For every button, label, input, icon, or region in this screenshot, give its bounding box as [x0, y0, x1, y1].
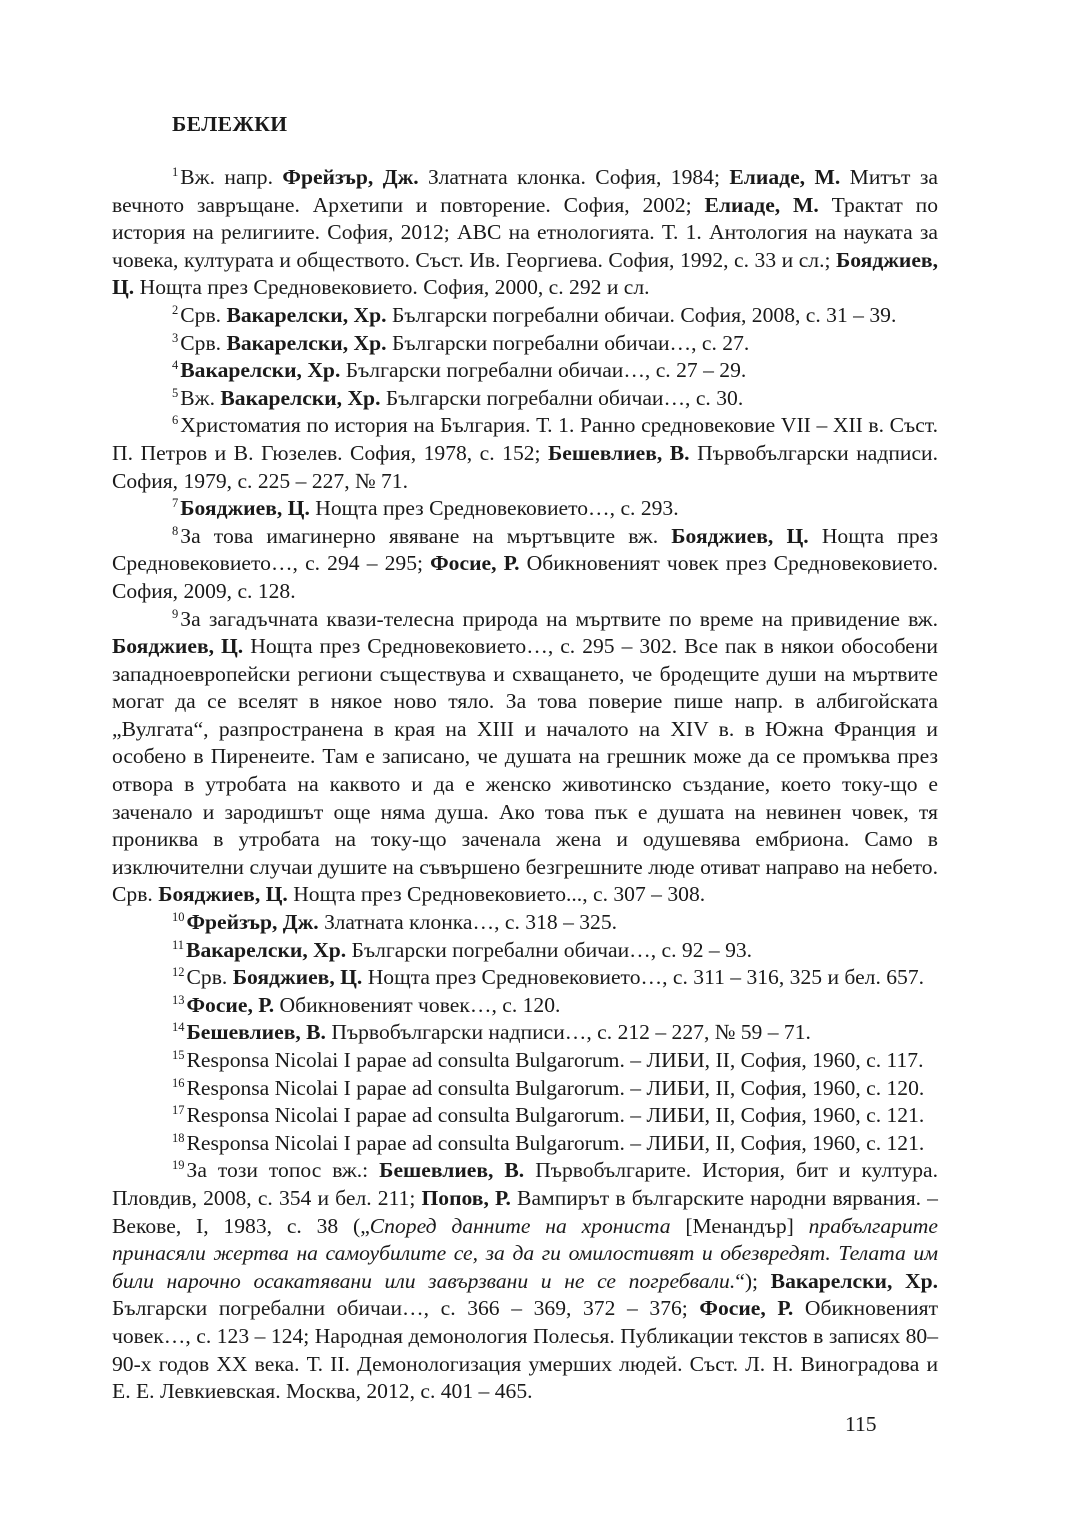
endnote-text: Responsa Nicolai I papae ad consulta Bulgarorum. – ЛИБИ, II, София, 1960, с. 121. [186, 1103, 925, 1128]
author-name: Бояджиев, Ц. [158, 882, 288, 907]
section-heading: БЕЛЕЖКИ [172, 112, 288, 136]
endnote-text: “); [735, 1268, 771, 1293]
endnote-18 [112, 1130, 938, 1158]
author-name: Фосие, Р. [186, 992, 275, 1017]
endnote-number: 15 [172, 1048, 185, 1062]
author-name: Бешевлиев, В. [186, 1020, 326, 1045]
endnotes-list [112, 164, 938, 1406]
endnote-number: 19 [172, 1158, 185, 1173]
endnote-text: Срв. [180, 330, 227, 355]
endnote-number: 14 [172, 1020, 185, 1035]
endnote-1 [112, 164, 938, 302]
author-name: Фрейзър, Дж. [186, 910, 319, 935]
endnote-text: Responsa Nicolai I papae ad consulta Bulgarorum. – ЛИБИ, II, София, 1960, с. 120. [186, 1075, 925, 1100]
author-name: Вакарелски, Хр. [186, 937, 347, 962]
endnote-number: 9 [172, 606, 179, 621]
endnote-text: Митът за вечното завръщане. Архетипи и повторение. София, 2002; [112, 165, 938, 217]
author-name: Вакарелски, Хр. [770, 1268, 938, 1293]
endnote-text: Български погребални обичаи…, с. 366 – 369, 372 – 376; [112, 1296, 700, 1321]
endnote-number: 7 [172, 496, 179, 511]
endnote-text: Български погребални обичаи…, с. 92 – 93. [346, 937, 753, 962]
endnote-text: Нощта през Средновековието. София, 2000, с. 292 и сл. [134, 275, 650, 300]
endnote-text: Срв. [180, 302, 227, 327]
author-name: Бешевлиев, В. [379, 1158, 525, 1183]
endnote-11 [112, 937, 938, 965]
endnote-text: Христоматия по история на България. Т. 1. Ранно средновековие VII – XII в. Съст. П. Петров и В. Гюзелев. София, 1978, с. 152; [112, 413, 938, 465]
author-name: Вакарелски, Хр. [226, 302, 387, 327]
author-name: Бояджиев, Ц. [671, 523, 809, 548]
endnote-number: 1 [172, 165, 179, 179]
endnote-text: Responsa Nicolai I papae ad consulta Bulgarorum. – ЛИБИ, II, София, 1960, с. 121. [186, 1130, 925, 1155]
endnote-text: Responsa Nicolai I papae ad consulta Bulgarorum. – ЛИБИ, II, София, 1960, с. 117. [186, 1048, 924, 1072]
endnote-text: Трактат по история на религиите. София, 2012; ABC на етнологията. Т. 1. Антология на науката за човека, културата и обществото. Съст. Ив. Георгиева. София, 1992, с. 33 и сл.; [112, 192, 938, 272]
endnote-number: 5 [172, 385, 179, 400]
endnote-text: Български погребални обичаи…, с. 27 – 29. [340, 358, 747, 383]
author-name: Фосие, Р. [430, 551, 520, 576]
author-name: Вакарелски, Хр. [180, 358, 341, 383]
endnote-17 [112, 1102, 938, 1130]
endnote-6 [112, 412, 938, 495]
endnote-text: За този топос вж.: [186, 1158, 380, 1183]
endnote-10 [112, 909, 938, 937]
endnote-text: Вж. напр. [180, 165, 283, 189]
endnote-16 [112, 1075, 938, 1103]
endnote-text: Обикновеният човек…, с. 123 – 124; Народная демонология Полесья. Публикации текстов в записях 80–90-х годов XX века. Т. II. Демонологизация умерших людей. Съст. Л. Н. Виноградова и Е. Е. Левкиевская. Москва, 2012, с. 401 – 465. [112, 1296, 939, 1404]
endnote-text: За това имагинерно явяване на мъртъвците вж. [180, 523, 672, 548]
endnote-number: 4 [172, 358, 179, 373]
endnote-text: Първобългарски надписи. София, 1979, с. 225 – 227, № 71. [112, 440, 938, 493]
endnote-text: Български погребални обичаи…, с. 30. [380, 385, 744, 410]
endnote-8 [112, 523, 938, 606]
endnote-text: Нощта през Средновековието…, с. 294 – 295; [112, 523, 939, 576]
document-page [112, 108, 938, 1406]
page-number: 115 [845, 1412, 877, 1436]
endnote-number: 17 [172, 1103, 185, 1118]
endnote-number: 16 [172, 1075, 185, 1090]
endnote-2 [112, 302, 938, 330]
endnote-text: Вж. [180, 385, 221, 410]
endnote-text: Обикновеният човек…, с. 120. [274, 992, 561, 1017]
endnote-9 [112, 606, 938, 910]
endnote-text: Първобългарски надписи…, с. 212 – 227, № 59 – 71. [325, 1020, 811, 1045]
endnote-text: Нощта през Средновековието…, с. 293. [309, 496, 679, 521]
endnote-number: 2 [172, 302, 179, 317]
endnote-number: 3 [172, 330, 179, 345]
endnote-text: Златната клонка. София, 1984; [418, 165, 730, 189]
endnote-text: За загадъчната квази-телесна природа на мъртвите по време на привидение вж. [180, 606, 938, 631]
endnote-text: Вампирът в българските народни вярвания. – Векове, I, 1983, с. 38 („ [112, 1185, 938, 1238]
quoted-text: Според данните на хрониста [369, 1213, 671, 1238]
endnote-19 [112, 1157, 938, 1405]
endnote-text: Златната клонка…, с. 318 – 325. [318, 910, 618, 935]
endnote-number: 12 [172, 965, 185, 980]
endnote-text: Български погребални обичаи. София, 2008, с. 31 – 39. [386, 302, 897, 327]
endnote-number: 18 [172, 1130, 185, 1145]
endnote-number: 11 [172, 937, 185, 952]
endnote-3 [112, 330, 938, 358]
endnote-5 [112, 385, 938, 413]
endnote-text: Български погребални обичаи…, с. 27. [386, 330, 750, 355]
endnote-text: Нощта през Средновековието…, с. 311 – 316, 325 и бел. 657. [362, 965, 925, 990]
author-name: Бояджиев, Ц. [112, 247, 938, 300]
endnote-13 [112, 992, 938, 1020]
author-name: Бешевлиев, В. [548, 440, 690, 465]
author-name: Попов, Р. [421, 1185, 511, 1210]
author-name: Фосие, Р. [699, 1296, 794, 1321]
endnote-7 [112, 495, 938, 523]
author-name: Бояджиев, Ц. [112, 634, 244, 659]
endnote-12 [112, 964, 938, 992]
endnote-15 [112, 1047, 938, 1075]
author-name: Вакарелски, Хр. [220, 385, 381, 410]
endnote-number: 10 [172, 910, 185, 925]
endnote-number: 6 [172, 413, 179, 428]
quoted-text: прабългарите принасяли жертва на самоубилите се, за да ги омилостивят и обезвредят. Телата им били нарочно осакатявани или завързвани и не се погребвали. [112, 1213, 938, 1293]
author-name: Фрейзър, Дж. [282, 165, 419, 189]
author-name: Вакарелски, Хр. [226, 330, 387, 355]
endnote-number: 13 [172, 992, 185, 1007]
author-name: Елиаде, М. [729, 165, 841, 189]
endnote-number: 8 [172, 523, 179, 538]
endnote-text: [Менандър] [670, 1213, 809, 1238]
author-name: Елиаде, М. [704, 192, 819, 217]
author-name: Бояджиев, Ц. [232, 965, 363, 990]
endnote-text: Нощта през Средновековието..., с. 307 – 308. [287, 882, 706, 907]
endnote-14 [112, 1019, 938, 1047]
endnote-text: Обикновеният човек през Средновековието. София, 2009, с. 128. [112, 551, 939, 603]
endnote-4 [112, 357, 938, 385]
endnote-text: Първобългарите. История, бит и култура. Пловдив, 2008, с. 354 и бел. 211; [112, 1158, 938, 1210]
endnote-text: Срв. [186, 965, 233, 990]
endnote-text: Нощта през Средновековието…, с. 295 – 302. Все пак в някои обособени западноевропейски региони съществува и схващането, че бродещите души на мъртвите могат да се вселят в някое ново тяло. За това поверие пише напр. в албигойската „Вулгата“, разпространена в края на XIII и началото на XIV в. в Южна Франция и особено в Пиренеите. Там е записано, че душата на грешник може да се промъква през отвора в утробата на каквото и да е женско животинско създание, което току-що е заченало и зародишът още няма душа. Ако това пък е душата на невинен човек, тя прониква в утробата на току-що заченала жена и одушевява ембриона. Само в изключителни случаи душите на съвършено безгрешните люде отиват направо на небето. Срв. [112, 634, 938, 907]
author-name: Бояджиев, Ц. [180, 496, 310, 521]
